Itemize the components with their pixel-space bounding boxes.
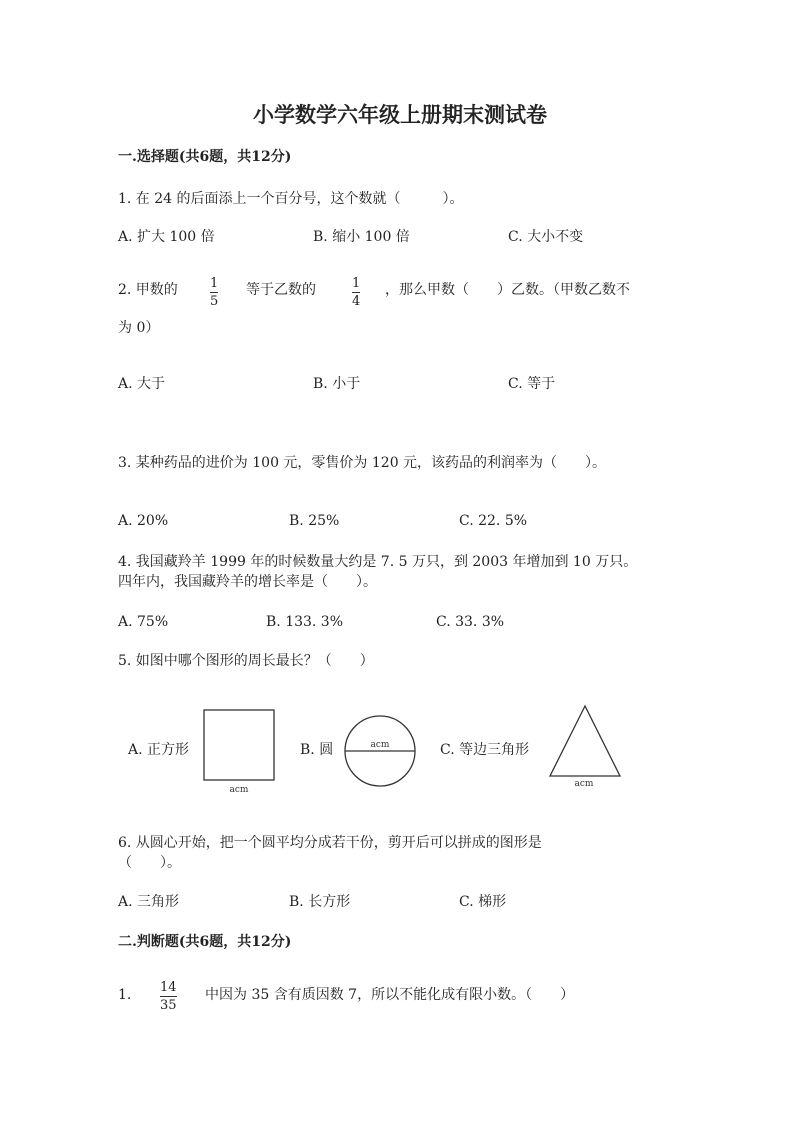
square-dim-label: acm bbox=[229, 785, 249, 795]
question-1: 1. 在 24 的后面添上一个百分号，这个数就（ ）。 bbox=[118, 191, 464, 207]
option-c: C. 大小不变 bbox=[508, 229, 584, 245]
question-3: 3. 某种药品的进价为 100 元，零售价为 120 元，该药品的利润率为（ ）。 bbox=[118, 455, 607, 471]
square-shape bbox=[204, 710, 274, 780]
option-b: B. 缩小 100 倍 bbox=[313, 229, 410, 245]
shapes-figure bbox=[0, 690, 800, 805]
option-b: B. 25% bbox=[289, 513, 340, 529]
section-heading-judgement: 二.判断题(共6题，共12分) bbox=[118, 934, 292, 950]
judgement-1-text: 中因为 35 含有质因数 7，所以不能化成有限小数。（ ） bbox=[205, 987, 575, 1003]
option-a: A. 三角形 bbox=[118, 894, 180, 910]
question-6-line-2: （ ）。 bbox=[118, 855, 181, 871]
question-2-part-a: 2. 甲数的 bbox=[118, 282, 178, 298]
option-b: B. 小于 bbox=[313, 376, 361, 392]
question-4-line-2: 四年内，我国藏羚羊的增长率是（ ）。 bbox=[118, 574, 377, 590]
option-b: B. 长方形 bbox=[289, 894, 351, 910]
option-a: A. 75% bbox=[118, 614, 169, 630]
option-c: C. 等于 bbox=[508, 376, 556, 392]
figure-label-triangle: C. 等边三角形 bbox=[440, 742, 530, 758]
circle-dim-label: acm bbox=[370, 740, 390, 750]
section-heading-choice: 一.选择题(共6题，共12分) bbox=[118, 149, 292, 165]
judgement-1-number: 1. bbox=[118, 987, 132, 1003]
page-title: 小学数学六年级上册期末测试卷 bbox=[253, 102, 547, 127]
triangle-dim-label: acm bbox=[574, 779, 594, 789]
question-2-part-d: 为 0） bbox=[118, 320, 160, 336]
option-c: C. 22. 5% bbox=[459, 513, 528, 529]
option-a: A. 20% bbox=[118, 513, 169, 529]
question-6: 6. 从圆心开始，把一个圆平均分成若干份，剪开后可以拼成的图形是 bbox=[118, 835, 542, 851]
question-2-part-c: ，那么甲数（ ）乙数。（甲数乙数不 bbox=[385, 282, 630, 298]
option-a: A. 扩大 100 倍 bbox=[118, 229, 215, 245]
figure-label-circle: B. 圆 bbox=[300, 742, 334, 758]
question-5: 5. 如图中哪个图形的周长最长？（ ） bbox=[118, 653, 374, 669]
question-4: 4. 我国藏羚羊 1999 年的时候数量大约是 7. 5 万只，到 2003 年增加到 10 万只。 bbox=[118, 554, 638, 570]
option-c: C. 33. 3% bbox=[436, 614, 505, 630]
question-2-part-b: 等于乙数的 bbox=[246, 282, 316, 298]
fraction-14-35: 14 35 bbox=[160, 980, 177, 1013]
fraction-1-5: 1 5 bbox=[210, 276, 219, 309]
option-c: C. 梯形 bbox=[459, 894, 507, 910]
figure-label-square: A. 正方形 bbox=[128, 742, 190, 758]
option-a: A. 大于 bbox=[118, 376, 166, 392]
triangle-shape bbox=[550, 706, 620, 776]
option-b: B. 133. 3% bbox=[266, 614, 344, 630]
fraction-1-4: 1 4 bbox=[352, 276, 361, 309]
